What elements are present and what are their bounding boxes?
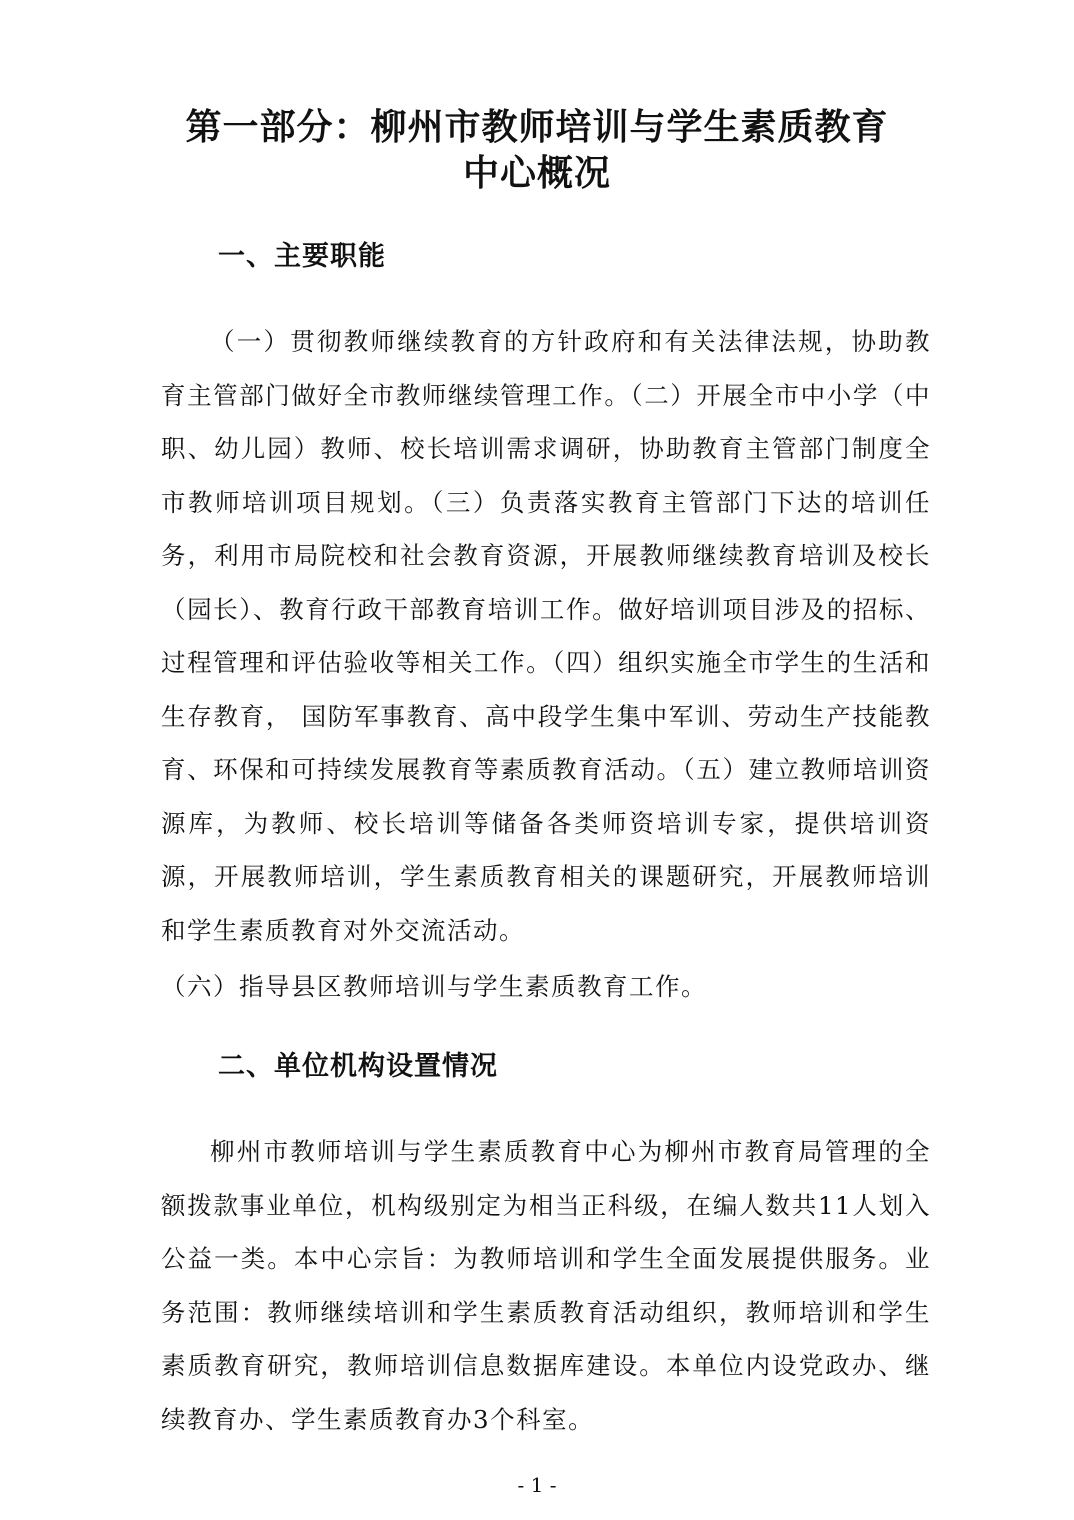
paragraph-main-functions-item-6: （六）指导县区教师培训与学生素质教育工作。 [161,972,707,1001]
paragraph-main-functions: （一）贯彻教师继续教育的方针政府和有关法律法规，协助教育主管部门做好全市教师继续管理工作。（二）开展全市中小学（中职、幼儿园）教师、校长培训需求调研，协助教育主管部门制度全市教师培训项目规划。（三）负责落实教育主管部门下达的培训任务，利用市局院校和社会教育资源，开展教师继续教育培训及校长（园长）、教育行政干部教育培训工作。做好培训项目涉及的招标、过程管理和评估验收等相关工作。（四）组织实施全市学生的生活和生存教育， 国防军事教育、高中段学生集中军训、劳动生产技能教育、环保和可持续发展教育等素质教育活动。（五）建立教师培训资源库，为教师、校长培训等储备各类师资培训专家，提供培训资源，开展教师培训，学生素质教育相关的课题研究，开展教师培训和学生素质教育对外交流活动。 [161,327,931,945]
paragraph-organization: 柳州市教师培训与学生素质教育中心为柳州市教育局管理的全额拨款事业单位，机构级别定为相当正科级，在编人数共11人划入公益一类。本中心宗旨：为教师培训和学生全面发展提供服务。业务范围：教师继续培训和学生素质教育活动组织，教师培训和学生素质教育研究，教师培训信息数据库建设。本单位内设党政办、继续教育办、学生素质教育办3个科室。 [161,1137,931,1434]
document-title-line-2: 中心概况 [462,153,611,194]
section-heading-main-functions: 一、主要职能 [218,241,386,272]
document-title-line-1: 第一部分：柳州市教师培训与学生素质教育 [185,107,889,148]
page-number: - 1 - [517,1473,557,1497]
section-heading-organization: 二、单位机构设置情况 [218,1051,498,1082]
